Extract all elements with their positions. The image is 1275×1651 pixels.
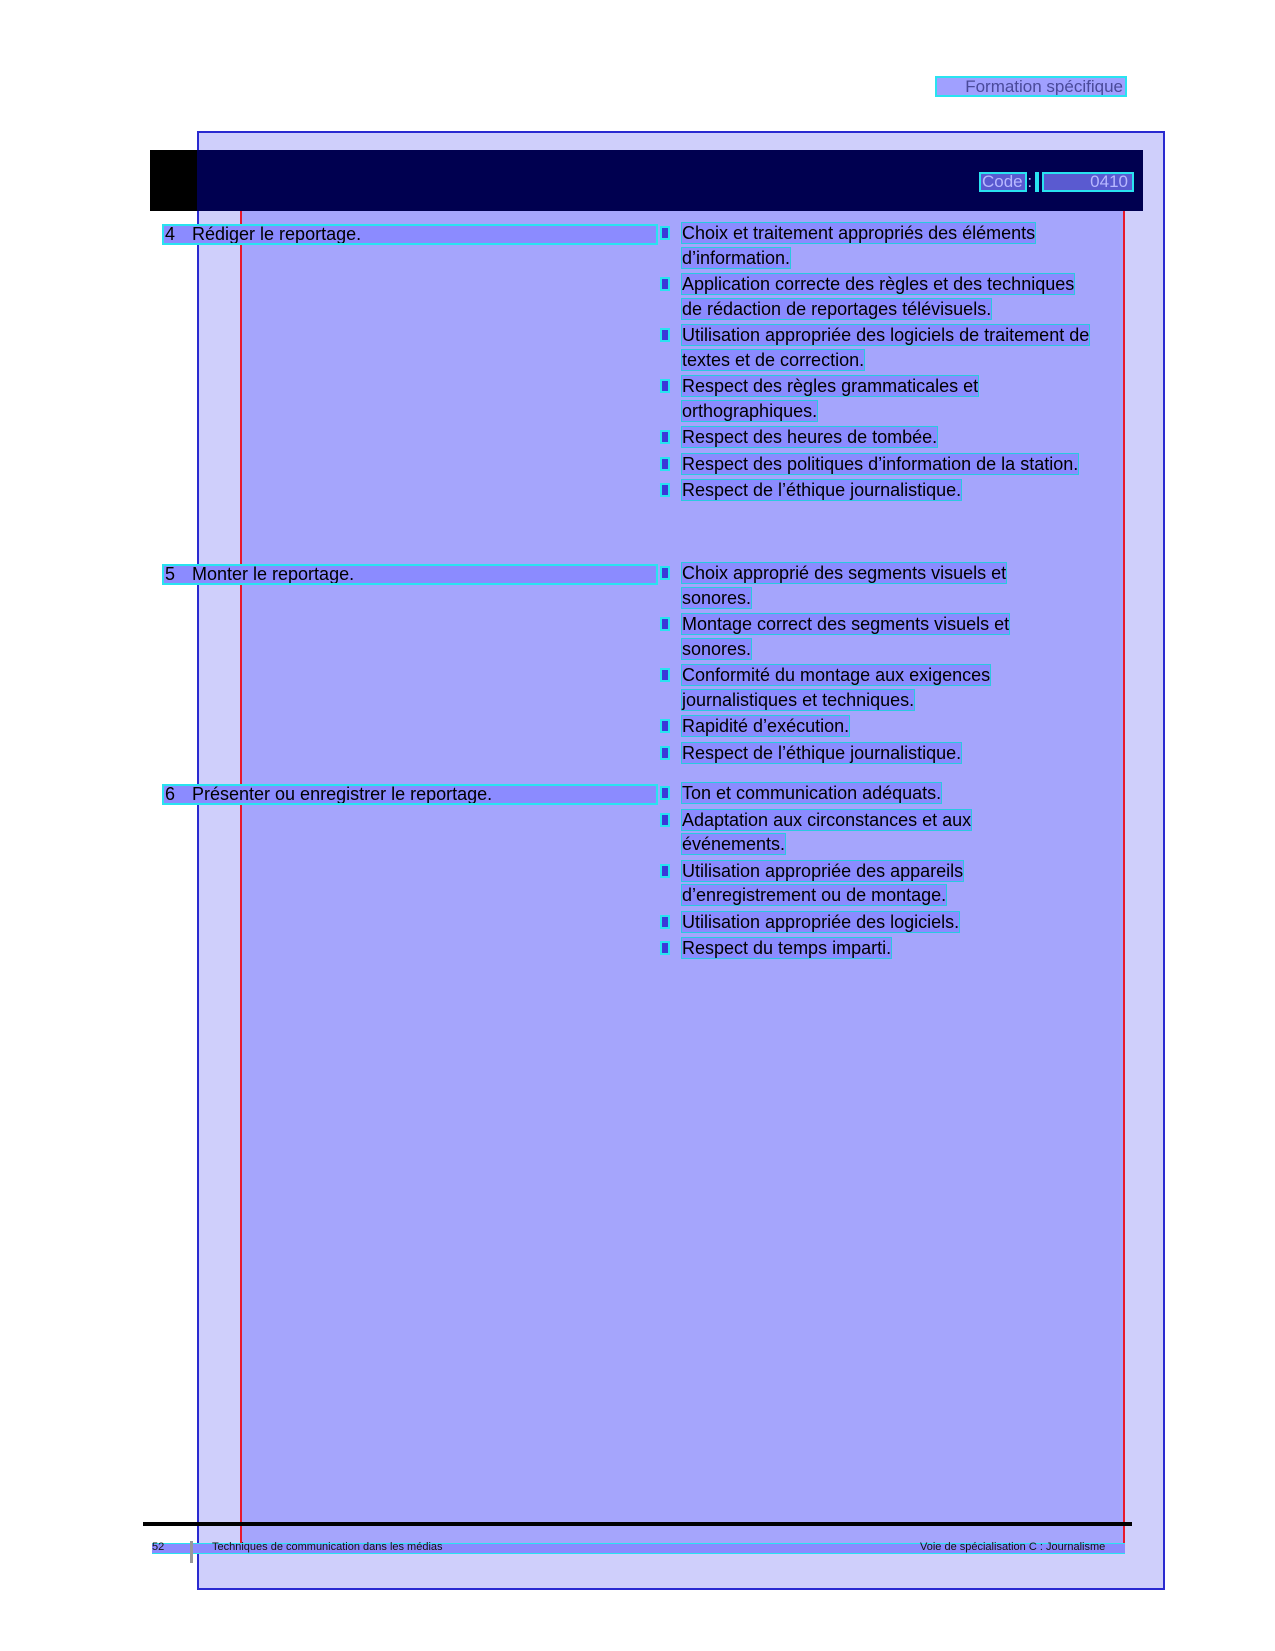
criteria-list-step-4 <box>660 221 1090 505</box>
criterion-item: Respect des politiques d’information de la station. <box>660 452 1090 477</box>
bullet-icon <box>660 719 670 733</box>
criterion-item: Respect de l’éthique journalistique. <box>660 478 1090 503</box>
bullet-icon <box>660 483 670 497</box>
criterion-item: Respect des heures de tombée. <box>660 425 1090 450</box>
footer-specialization: Voie de spécialisation C : Journalisme <box>920 1541 1106 1553</box>
bullet-icon <box>660 457 670 471</box>
criterion-item: Choix approprié des segments visuels et sonores. <box>660 561 1060 610</box>
bullet-icon <box>660 864 670 878</box>
bullet-icon <box>660 915 670 929</box>
bullet-icon <box>660 617 670 631</box>
criterion-item: Application correcte des règles et des techniques de rédaction de reportages télévisuels. <box>660 272 1090 321</box>
footer-rule <box>143 1522 1132 1526</box>
criterion-item: Montage correct des segments visuels et sonores. <box>660 612 1060 661</box>
criterion-item: Adaptation aux circonstances et aux événements. <box>660 808 1040 857</box>
bullet-icon <box>660 226 670 240</box>
criterion-item: Respect du temps imparti. <box>660 936 1040 961</box>
step-number: 4 <box>165 224 176 244</box>
step-title: Monter le reportage. <box>192 564 355 584</box>
step-4-row <box>162 224 658 245</box>
page-number: 52 <box>152 1541 165 1553</box>
criterion-item: Rapidité d’exécution. <box>660 714 1060 739</box>
criterion-item: Respect de l’éthique journalistique. <box>660 741 1060 766</box>
criterion-item: Respect des règles grammaticales et orthographiques. <box>660 374 1090 423</box>
bullet-icon <box>660 430 670 444</box>
bullet-icon <box>660 379 670 393</box>
step-6-row <box>162 784 658 805</box>
bullet-icon <box>660 328 670 342</box>
criterion-item: Utilisation appropriée des logiciels. <box>660 910 1040 935</box>
bullet-icon <box>660 668 670 682</box>
bullet-icon <box>660 746 670 760</box>
criterion-item: Ton et communication adéquats. <box>660 781 1040 806</box>
code-value: 0410 <box>1042 172 1134 192</box>
code-label: Code : <box>979 172 1027 192</box>
criterion-item: Conformité du montage aux exigences journalistiques et techniques. <box>660 663 1060 712</box>
criteria-list-step-5 <box>660 561 1060 767</box>
step-title: Rédiger le reportage. <box>192 224 362 244</box>
step-title: Présenter ou enregistrer le reportage. <box>192 784 493 804</box>
footer-divider <box>190 1541 193 1563</box>
criterion-item: Utilisation appropriée des appareils d’enregistrement ou de montage. <box>660 859 1040 908</box>
criterion-item: Choix et traitement appropriés des éléments d’information. <box>660 221 1090 270</box>
section-label: Formation spécifique <box>935 76 1127 97</box>
bullet-icon <box>660 277 670 291</box>
criterion-item: Utilisation appropriée des logiciels de traitement de textes et de correction. <box>660 323 1090 372</box>
bullet-icon <box>660 786 670 800</box>
bullet-icon <box>660 566 670 580</box>
step-number: 5 <box>165 564 176 584</box>
step-5-row <box>162 564 658 585</box>
footer-document-title: Techniques de communication dans les médias <box>212 1541 443 1553</box>
bullet-icon <box>660 941 670 955</box>
code-separator <box>1035 172 1039 192</box>
criteria-list-step-6 <box>660 781 1040 963</box>
step-number: 6 <box>165 784 176 804</box>
bullet-icon <box>660 813 670 827</box>
